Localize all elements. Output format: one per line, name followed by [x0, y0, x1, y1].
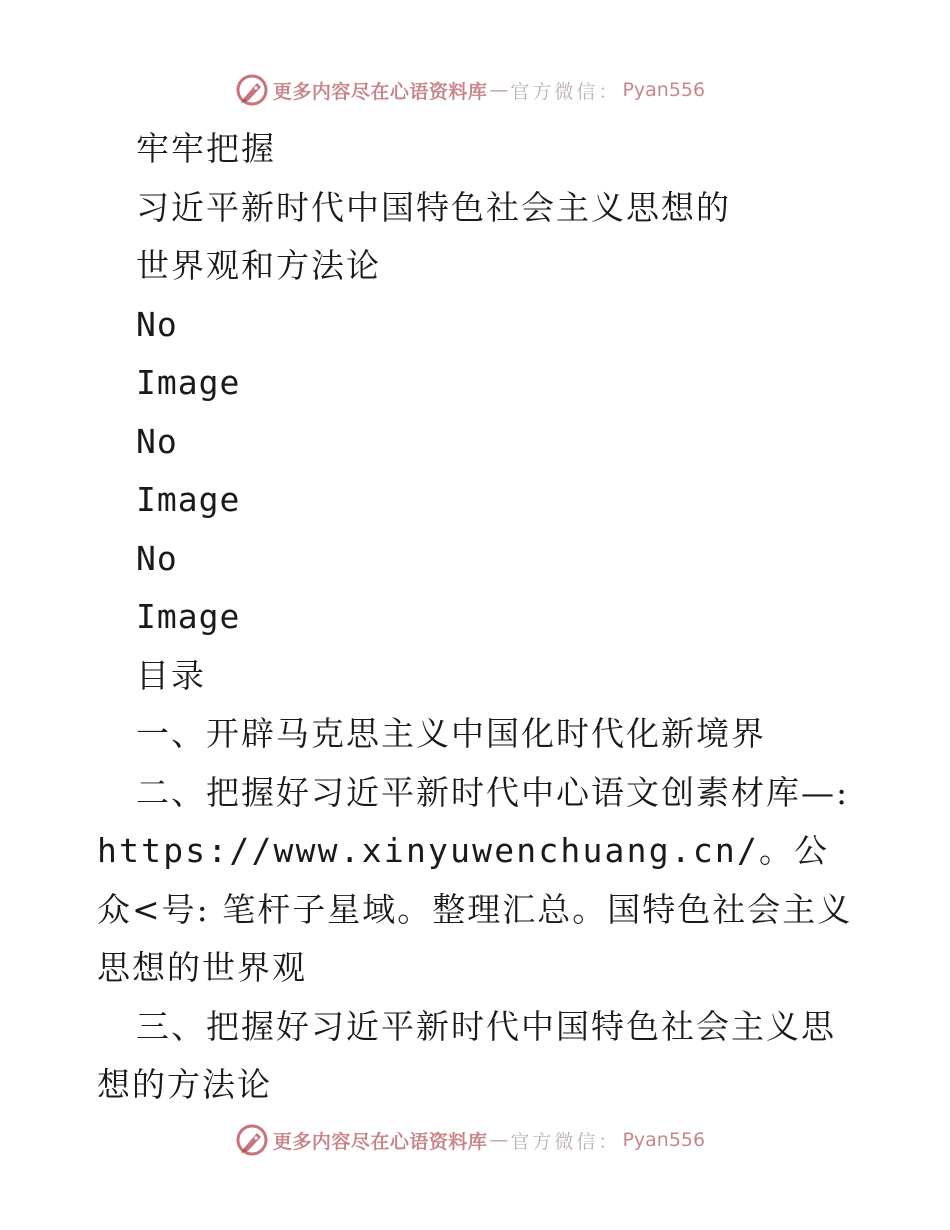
toc-item-3: 三、把握好习近平新时代中国特色社会主义思想的方法论: [97, 1006, 836, 1104]
header-watermark: [0, 70, 950, 110]
toc-item-2-rest: 。公众<号: 笔杆子星域。整理汇总。国特色社会主义思想的世界观: [97, 831, 853, 987]
title-line-1: 牢牢把握: [136, 129, 276, 168]
image-placeholder-no-2: No: [136, 421, 178, 461]
image-placeholder-image-3: Image: [136, 597, 241, 636]
toc-item-2-url: https://www.xinyuwenchuang.cn/: [97, 831, 760, 870]
watermark-side-text: 官方微信：: [510, 80, 621, 103]
watermark-dash: —: [489, 79, 509, 101]
watermark-main-text: 更多内容尽在心语资料库: [272, 80, 488, 103]
footer-watermark: [0, 1120, 950, 1160]
document-body: [97, 120, 857, 1115]
watermark-dash: —: [489, 1129, 509, 1151]
toc-item-1: 一、开辟马克思主义中国化时代化新境界: [136, 714, 766, 753]
toc-item-2-prefix: 二、把握好习近平新时代中心语文创素材库—:: [136, 772, 850, 812]
title-line-3: 世界观和方法论: [136, 246, 381, 285]
watermark-id: Pyan556: [622, 1129, 706, 1151]
pen-logo-icon: [235, 1123, 269, 1157]
image-placeholder-no-1: No: [136, 304, 178, 344]
image-placeholder-no-3: No: [136, 538, 178, 578]
pen-logo-icon: [235, 73, 269, 107]
toc-item-2: [97, 764, 857, 998]
watermark-id: Pyan556: [622, 79, 706, 101]
image-placeholder-image-2: Image: [136, 480, 241, 519]
toc-heading: 目录: [136, 655, 206, 695]
watermark-side-text: 官方微信：: [510, 1130, 621, 1153]
watermark-main-text: 更多内容尽在心语资料库: [272, 1130, 488, 1153]
title-line-2: 习近平新时代中国特色社会主义思想的: [136, 187, 731, 227]
image-placeholder-image-1: Image: [136, 363, 241, 402]
